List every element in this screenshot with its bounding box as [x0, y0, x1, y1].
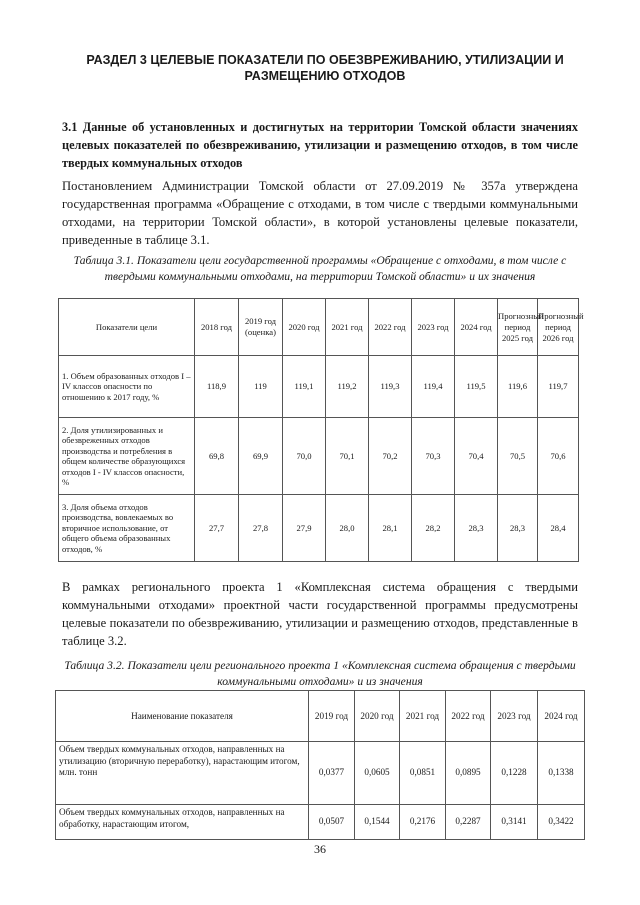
row-label: Объем твердых коммунальных отходов, направленных на обработку, нарастающим итогом,: [56, 805, 309, 840]
subsection-title: 3.1 Данные об установленных и достигнутых на территории Томской области значениях целевых показателей по обезвреживанию, утилизации и размещению отходов, в том числе твердых коммунальных отходов: [62, 120, 578, 170]
table-header-row: [56, 691, 585, 742]
table-cell: 0,0895: [446, 742, 491, 805]
table-row: [59, 356, 579, 418]
table-cell: 0,3141: [491, 805, 538, 840]
column-header: Прогнозный период 2025 год: [498, 299, 538, 356]
table-cell: 0,3422: [538, 805, 585, 840]
table-cell: 27,8: [239, 495, 283, 562]
indicators-table-3-2: [55, 690, 585, 840]
table-cell: 119,6: [498, 356, 538, 418]
row-label: Объем твердых коммунальных отходов, направленных на утилизацию (вторичную переработку), нарастающим итогом, млн. тонн: [56, 742, 309, 805]
table-cell: 27,7: [195, 495, 239, 562]
table2-caption: Таблица 3.2. Показатели цели регионального проекта 1 «Комплексная система обращения с твердыми коммунальными отходами» и из значения: [64, 659, 576, 688]
table-cell: 0,0507: [309, 805, 355, 840]
table-cell: 0,1544: [355, 805, 400, 840]
table-cell: 119,7: [538, 356, 579, 418]
table-cell: 119,1: [283, 356, 326, 418]
table-cell: 28,1: [369, 495, 412, 562]
table-cell: 69,9: [239, 418, 283, 495]
table-cell: 0,1228: [491, 742, 538, 805]
table-cell: 0,2176: [400, 805, 446, 840]
intro-paragraph: Постановлением Администрации Томской области от 27.09.2019 № 357а утверждена государственная программа «Обращение с отходами, в том числе с твердыми коммунальными отходами, на территории Томской области», в которой установлены целевые показатели, приведенные в таблице 3.1.: [62, 179, 578, 247]
table-row: [56, 805, 585, 840]
second-paragraph: В рамках регионального проекта 1 «Комплексная система обращения с твердыми коммунальными отходами» проектной части государственной программы предусмотрены целевые показатели по обезвреживанию, утилизации и размещению отходов, представленные в таблице 3.2.: [62, 580, 578, 648]
column-header: 2023 год: [412, 299, 455, 356]
column-header: Наименование показателя: [56, 691, 309, 742]
table-cell: 119,2: [326, 356, 369, 418]
column-header: 2024 год: [538, 691, 585, 742]
column-header: 2020 год: [355, 691, 400, 742]
column-header: 2018 год: [195, 299, 239, 356]
table-cell: 0,0851: [400, 742, 446, 805]
table1-caption: Таблица 3.1. Показатели цели государственной программы «Обращение с отходами, в том числе с твердыми коммунальными отходами, на территории Томской области» и их значения: [73, 254, 567, 283]
table-cell: 28,2: [412, 495, 455, 562]
table-cell: 118,9: [195, 356, 239, 418]
table-cell: 119: [239, 356, 283, 418]
table-cell: 70,3: [412, 418, 455, 495]
table-cell: 70,1: [326, 418, 369, 495]
table-cell: 69,8: [195, 418, 239, 495]
column-header: 2021 год: [400, 691, 446, 742]
column-header: Показатели цели: [59, 299, 195, 356]
table-cell: 70,0: [283, 418, 326, 495]
table-cell: 28,0: [326, 495, 369, 562]
column-header: 2019 год (оценка): [239, 299, 283, 356]
table-cell: 28,3: [455, 495, 498, 562]
section-title: РАЗДЕЛ 3 ЦЕЛЕВЫЕ ПОКАЗАТЕЛИ ПО ОБЕЗВРЕЖИВАНИЮ, УТИЛИЗАЦИИ И РАЗМЕЩЕНИЮ ОТХОДОВ: [86, 53, 564, 83]
table-cell: 70,5: [498, 418, 538, 495]
table-cell: 70,4: [455, 418, 498, 495]
table-cell: 0,0605: [355, 742, 400, 805]
table-row: [59, 495, 579, 562]
column-header: 2024 год: [455, 299, 498, 356]
column-header: 2021 год: [326, 299, 369, 356]
row-label: 1. Объем образованных отходов I – IV классов опасности по отношению к 2017 году, %: [59, 356, 195, 418]
page-number: 36: [314, 842, 326, 856]
table-cell: 119,5: [455, 356, 498, 418]
table-cell: 28,3: [498, 495, 538, 562]
table-row: [59, 418, 579, 495]
table-cell: 119,4: [412, 356, 455, 418]
table-row: [56, 742, 585, 805]
column-header: 2019 год: [309, 691, 355, 742]
row-label: 2. Доля утилизированных и обезвреженных отходов производства и потребления в общем количестве образующихся отходов I - IV классов опасности, %: [59, 418, 195, 495]
table-cell: 119,3: [369, 356, 412, 418]
table-cell: 0,0377: [309, 742, 355, 805]
table-cell: 70,2: [369, 418, 412, 495]
table-cell: 28,4: [538, 495, 579, 562]
table-header-row: [59, 299, 579, 356]
column-header: 2020 год: [283, 299, 326, 356]
row-label: 3. Доля объема отходов производства, вовлекаемых во вторичное использование, от общего объема образованных отходов, %: [59, 495, 195, 562]
indicators-table-3-1: [58, 298, 584, 562]
table-cell: 0,1338: [538, 742, 585, 805]
column-header: 2023 год: [491, 691, 538, 742]
column-header: Прогнозный период 2026 год: [538, 299, 579, 356]
column-header: 2022 год: [446, 691, 491, 742]
table-cell: 70,6: [538, 418, 579, 495]
column-header: 2022 год: [369, 299, 412, 356]
table-cell: 27,9: [283, 495, 326, 562]
table-cell: 0,2287: [446, 805, 491, 840]
